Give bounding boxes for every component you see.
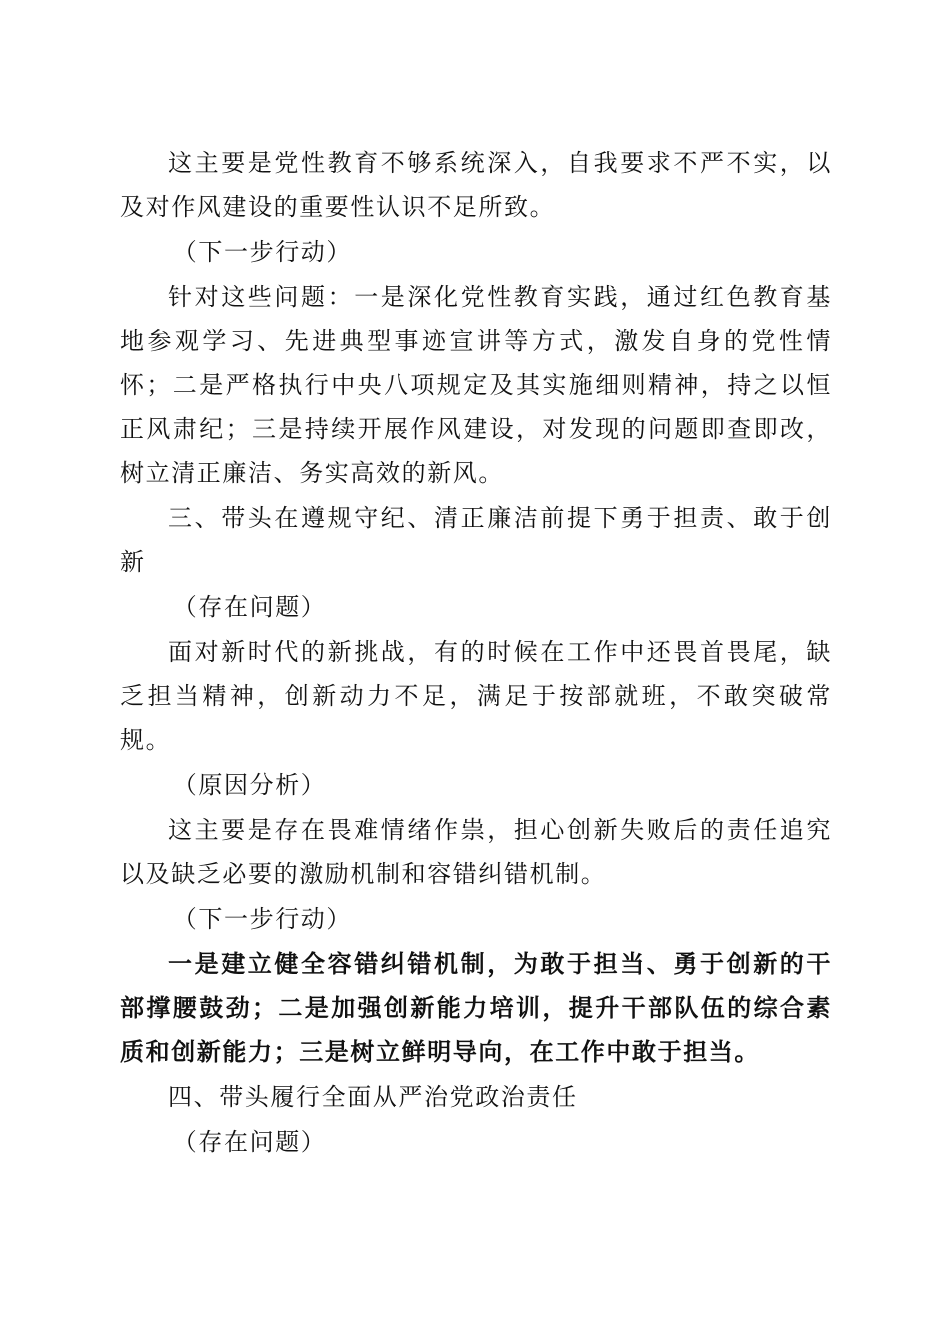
paragraph-actions: 针对这些问题：一是深化党性教育实践，通过红色教育基地参观学习、先进典型事迹宣讲等方式，激发自身的党性情怀；二是严格执行中央八项规定及其实施细则精神，持之以恒正风肃纪；三是持续开展作风建设，对发现的问题即查即改，树立清正廉洁、务实高效的新风。 [120,283,832,487]
section-heading-three: 三、带头在遵规守纪、清正廉洁前提下勇于担责、敢于创新 [120,504,832,576]
subheading-existing-problems-2: （存在问题） [172,1128,327,1156]
subheading-next-steps-2: （下一步行动） [172,905,352,933]
paragraph-actions-2: 一是建立健全容错纠错机制，为敢于担当、勇于创新的干部撑腰鼓劲；二是加强创新能力培训，提升干部队伍的综合素质和创新能力；三是树立鲜明导向，在工作中敢于担当。 [120,949,832,1066]
section-heading-four: 四、带头履行全面从严治党政治责任 [168,1083,578,1111]
paragraph-causes: 这主要是存在畏难情绪作祟，担心创新失败后的责任追究以及缺乏必要的激励机制和容错纠错机制。 [120,816,832,888]
subheading-existing-problems: （存在问题） [172,593,327,621]
paragraph-cause-analysis: 这主要是党性教育不够系统深入，自我要求不严不实，以及对作风建设的重要性认识不足所致。 [120,149,832,221]
subheading-next-steps: （下一步行动） [172,238,352,266]
document-body [120,141,832,1165]
subheading-cause-analysis: （原因分析） [172,771,327,799]
paragraph-problems: 面对新时代的新挑战，有的时候在工作中还畏首畏尾，缺乏担当精神，创新动力不足，满足于按部就班，不敢突破常规。 [120,638,832,754]
